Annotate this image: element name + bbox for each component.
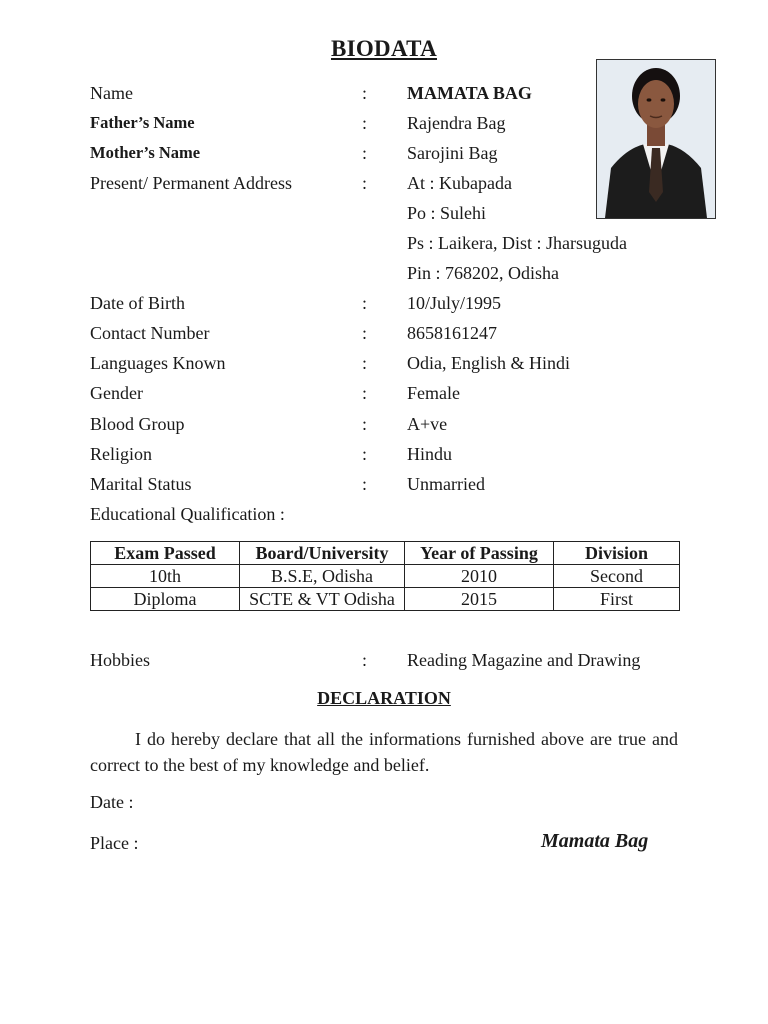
- field-label: Marital Status: [90, 474, 192, 494]
- person-photo-icon: [596, 59, 716, 219]
- hobbies-value: Reading Magazine and Drawing: [407, 650, 641, 670]
- table-row: [91, 565, 680, 588]
- colon: :: [362, 143, 368, 163]
- colon: :: [362, 650, 368, 670]
- education-heading: Educational Qualification :: [90, 504, 285, 524]
- colon: :: [362, 83, 368, 103]
- column-header: Division: [554, 542, 680, 565]
- signature: Mamata Bag: [541, 830, 649, 852]
- declaration-text: I do hereby declare that all the informations furnished above are true and correct to the best of my knowledge and belief.: [90, 729, 678, 775]
- table-cell: 2015: [405, 588, 554, 611]
- table-cell: First: [554, 588, 680, 611]
- field-value: Pin : 768202, Odisha: [407, 263, 560, 283]
- field-value: Po : Sulehi: [407, 203, 487, 223]
- colon: :: [362, 383, 368, 403]
- colon: :: [362, 474, 368, 494]
- colon: :: [362, 414, 368, 434]
- field-label: Father’s Name: [90, 113, 195, 132]
- field-label: Gender: [90, 383, 143, 403]
- field-label: Present/ Permanent Address: [90, 173, 292, 193]
- table-cell: 10th: [91, 565, 240, 588]
- education-table: [90, 541, 680, 611]
- colon: :: [362, 173, 368, 193]
- table-header-row: [91, 542, 680, 565]
- field-value: MAMATA BAG: [407, 83, 532, 103]
- field-value: Sarojini Bag: [407, 143, 498, 163]
- field-value: Female: [407, 383, 460, 403]
- hobbies-label: Hobbies: [90, 650, 150, 670]
- colon: :: [362, 293, 368, 313]
- declaration-title: DECLARATION: [317, 688, 451, 708]
- column-header: Board/University: [240, 542, 405, 565]
- colon: :: [362, 113, 368, 133]
- table-cell: Second: [554, 565, 680, 588]
- field-label: Languages Known: [90, 353, 226, 373]
- field-value: Ps : Laikera, Dist : Jharsuguda: [407, 233, 627, 253]
- column-header: Exam Passed: [91, 542, 240, 565]
- colon: :: [362, 323, 368, 343]
- field-value: Odia, English & Hindi: [407, 353, 570, 373]
- field-label: Date of Birth: [90, 293, 185, 313]
- field-label: Blood Group: [90, 414, 185, 434]
- table-cell: SCTE & VT Odisha: [240, 588, 405, 611]
- date-label: Date :: [90, 792, 134, 812]
- table-cell: 2010: [405, 565, 554, 588]
- colon: :: [362, 444, 368, 464]
- field-value: 8658161247: [407, 323, 497, 343]
- field-value: A+ve: [407, 414, 448, 434]
- table-cell: B.S.E, Odisha: [240, 565, 405, 588]
- field-label: Contact Number: [90, 323, 210, 343]
- place-label: Place :: [90, 833, 139, 853]
- field-label: Name: [90, 83, 133, 103]
- table-row: [91, 588, 680, 611]
- field-value: At : Kubapada: [407, 173, 512, 193]
- field-value: Unmarried: [407, 474, 485, 494]
- column-header: Year of Passing: [405, 542, 554, 565]
- table-cell: Diploma: [91, 588, 240, 611]
- field-label: Mother’s Name: [90, 143, 201, 162]
- field-value: Hindu: [407, 444, 452, 464]
- field-label: Religion: [90, 444, 152, 464]
- field-value: 10/July/1995: [407, 293, 502, 313]
- document-title: BIODATA: [330, 36, 438, 61]
- colon: :: [362, 353, 368, 373]
- field-value: Rajendra Bag: [407, 113, 506, 133]
